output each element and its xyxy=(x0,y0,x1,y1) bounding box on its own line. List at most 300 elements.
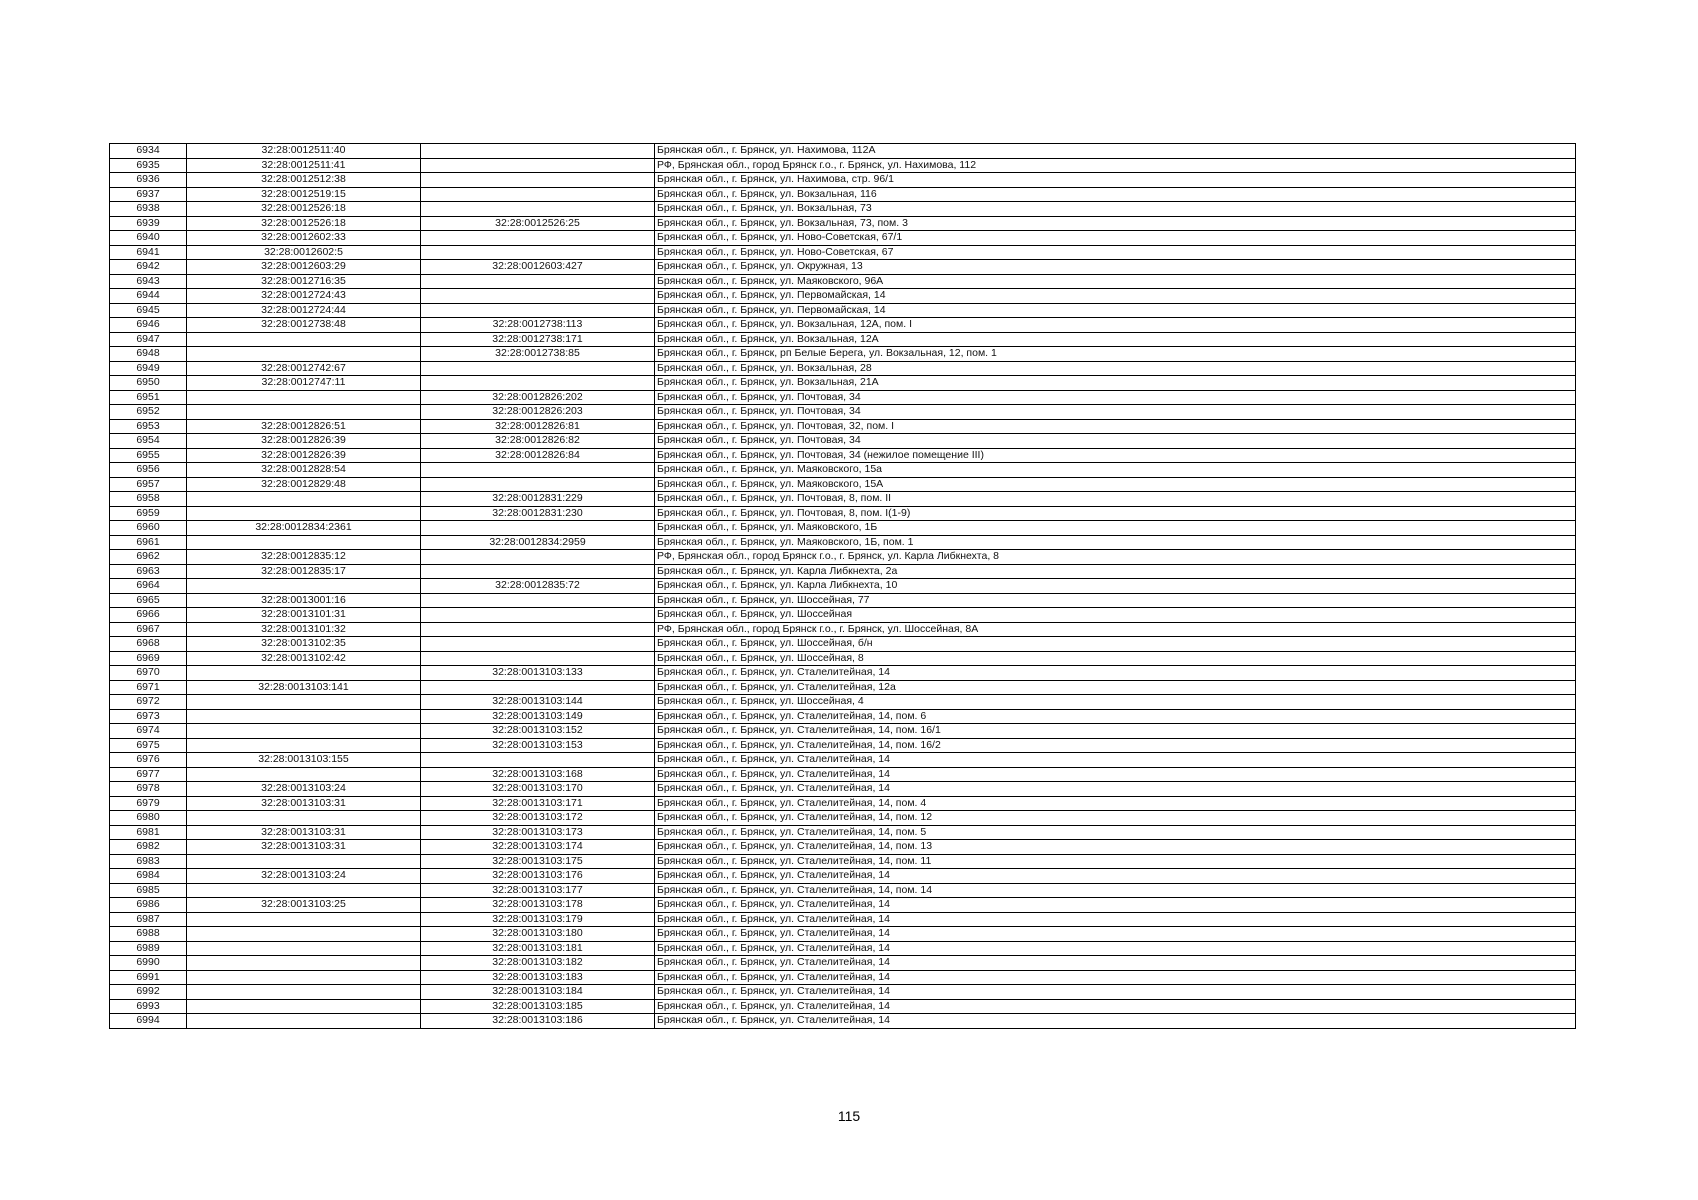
land-cadastral-number-cell: 32:28:0012738:48 xyxy=(187,318,421,333)
row-number-cell: 6959 xyxy=(110,506,187,521)
row-number-cell: 6945 xyxy=(110,303,187,318)
row-number-cell: 6962 xyxy=(110,550,187,565)
row-number-cell: 6994 xyxy=(110,1014,187,1029)
address-cell: Брянская обл., г. Брянск, ул. Сталелитейная, 14, пом. 12 xyxy=(655,811,1576,826)
building-cadastral-number-cell: 32:28:0012826:81 xyxy=(421,419,655,434)
land-cadastral-number-cell xyxy=(187,767,421,782)
building-cadastral-number-cell: 32:28:0012826:82 xyxy=(421,434,655,449)
building-cadastral-number-cell xyxy=(421,477,655,492)
land-cadastral-number-cell: 32:28:0012526:18 xyxy=(187,202,421,217)
row-number-cell: 6968 xyxy=(110,637,187,652)
building-cadastral-number-cell xyxy=(421,753,655,768)
address-cell: Брянская обл., г. Брянск, ул. Сталелитейная, 14 xyxy=(655,666,1576,681)
building-cadastral-number-cell xyxy=(421,158,655,173)
address-cell: Брянская обл., г. Брянск, ул. Сталелитейная, 14, пом. 5 xyxy=(655,825,1576,840)
land-cadastral-number-cell: 32:28:0013102:42 xyxy=(187,651,421,666)
land-cadastral-number-cell: 32:28:0012826:39 xyxy=(187,448,421,463)
table-row xyxy=(110,202,1576,217)
land-cadastral-number-cell: 32:28:0012826:51 xyxy=(187,419,421,434)
address-cell: Брянская обл., г. Брянск, ул. Почтовая, 34 (нежилое помещение III) xyxy=(655,448,1576,463)
table-row xyxy=(110,405,1576,420)
building-cadastral-number-cell xyxy=(421,376,655,391)
land-cadastral-number-cell: 32:28:0012826:39 xyxy=(187,434,421,449)
address-cell: Брянская обл., г. Брянск, ул. Шоссейная, б/н xyxy=(655,637,1576,652)
building-cadastral-number-cell: 32:28:0012835:72 xyxy=(421,579,655,594)
row-number-cell: 6978 xyxy=(110,782,187,797)
table-row xyxy=(110,376,1576,391)
building-cadastral-number-cell: 32:28:0013103:182 xyxy=(421,956,655,971)
table-row xyxy=(110,927,1576,942)
table-row xyxy=(110,550,1576,565)
row-number-cell: 6952 xyxy=(110,405,187,420)
row-number-cell: 6971 xyxy=(110,680,187,695)
table-row xyxy=(110,883,1576,898)
address-cell: Брянская обл., г. Брянск, ул. Сталелитейная, 14 xyxy=(655,753,1576,768)
row-number-cell: 6934 xyxy=(110,144,187,159)
row-number-cell: 6938 xyxy=(110,202,187,217)
land-cadastral-number-cell: 32:28:0013101:32 xyxy=(187,622,421,637)
building-cadastral-number-cell: 32:28:0013103:183 xyxy=(421,970,655,985)
building-cadastral-number-cell: 32:28:0013103:153 xyxy=(421,738,655,753)
address-cell: Брянская обл., г. Брянск, ул. Ново-Советская, 67/1 xyxy=(655,231,1576,246)
address-cell: Брянская обл., г. Брянск, ул. Сталелитейная, 14 xyxy=(655,941,1576,956)
table-row xyxy=(110,753,1576,768)
address-cell: Брянская обл., г. Брянск, ул. Вокзальная, 21А xyxy=(655,376,1576,391)
land-cadastral-number-cell xyxy=(187,535,421,550)
table-row xyxy=(110,1014,1576,1029)
table-row xyxy=(110,419,1576,434)
building-cadastral-number-cell xyxy=(421,463,655,478)
row-number-cell: 6989 xyxy=(110,941,187,956)
row-number-cell: 6975 xyxy=(110,738,187,753)
address-cell: Брянская обл., г. Брянск, ул. Сталелитейная, 14 xyxy=(655,927,1576,942)
table-row xyxy=(110,173,1576,188)
address-cell: Брянская обл., г. Брянск, ул. Нахимова, 112А xyxy=(655,144,1576,159)
building-cadastral-number-cell: 32:28:0012826:202 xyxy=(421,390,655,405)
row-number-cell: 6950 xyxy=(110,376,187,391)
address-cell: Брянская обл., г. Брянск, ул. Маяковского, 15а xyxy=(655,463,1576,478)
address-cell: Брянская обл., г. Брянск, ул. Шоссейная xyxy=(655,608,1576,623)
address-cell: Брянская обл., г. Брянск, ул. Сталелитейная, 14 xyxy=(655,767,1576,782)
table-row xyxy=(110,956,1576,971)
table-row xyxy=(110,564,1576,579)
land-cadastral-number-cell xyxy=(187,724,421,739)
table-row xyxy=(110,390,1576,405)
table-row xyxy=(110,245,1576,260)
address-cell: Брянская обл., г. Брянск, ул. Сталелитейная, 14 xyxy=(655,999,1576,1014)
table-row xyxy=(110,347,1576,362)
table-row xyxy=(110,579,1576,594)
table-row xyxy=(110,608,1576,623)
building-cadastral-number-cell: 32:28:0013103:179 xyxy=(421,912,655,927)
building-cadastral-number-cell: 32:28:0012738:171 xyxy=(421,332,655,347)
land-cadastral-number-cell xyxy=(187,1014,421,1029)
table-row xyxy=(110,303,1576,318)
building-cadastral-number-cell xyxy=(421,637,655,652)
address-cell: Брянская обл., г. Брянск, ул. Окружная, 13 xyxy=(655,260,1576,275)
row-number-cell: 6956 xyxy=(110,463,187,478)
row-number-cell: 6986 xyxy=(110,898,187,913)
row-number-cell: 6944 xyxy=(110,289,187,304)
land-cadastral-number-cell: 32:28:0013101:31 xyxy=(187,608,421,623)
land-cadastral-number-cell: 32:28:0012828:54 xyxy=(187,463,421,478)
land-cadastral-number-cell: 32:28:0012602:5 xyxy=(187,245,421,260)
address-cell: Брянская обл., г. Брянск, ул. Почтовая, 34 xyxy=(655,390,1576,405)
land-cadastral-number-cell: 32:28:0013103:31 xyxy=(187,796,421,811)
row-number-cell: 6958 xyxy=(110,492,187,507)
address-cell: Брянская обл., г. Брянск, ул. Сталелитейная, 14 xyxy=(655,956,1576,971)
land-cadastral-number-cell xyxy=(187,927,421,942)
table-row xyxy=(110,463,1576,478)
table-row xyxy=(110,941,1576,956)
land-cadastral-number-cell: 32:28:0013102:35 xyxy=(187,637,421,652)
row-number-cell: 6988 xyxy=(110,927,187,942)
registry-table-body xyxy=(110,144,1576,1029)
table-row xyxy=(110,187,1576,202)
address-cell: Брянская обл., г. Брянск, ул. Первомайская, 14 xyxy=(655,289,1576,304)
table-row xyxy=(110,999,1576,1014)
table-row xyxy=(110,869,1576,884)
address-cell: Брянская обл., г. Брянск, ул. Сталелитейная, 14, пом. 4 xyxy=(655,796,1576,811)
address-cell: Брянская обл., г. Брянск, ул. Сталелитейная, 14 xyxy=(655,782,1576,797)
land-cadastral-number-cell: 32:28:0012603:29 xyxy=(187,260,421,275)
address-cell: Брянская обл., г. Брянск, ул. Сталелитейная, 14, пом. 13 xyxy=(655,840,1576,855)
land-cadastral-number-cell: 32:28:0012511:40 xyxy=(187,144,421,159)
table-row xyxy=(110,637,1576,652)
address-cell: Брянская обл., г. Брянск, рп Белые Берега, ул. Вокзальная, 12, пом. 1 xyxy=(655,347,1576,362)
row-number-cell: 6963 xyxy=(110,564,187,579)
table-row xyxy=(110,231,1576,246)
address-cell: Брянская обл., г. Брянск, ул. Сталелитейная, 12а xyxy=(655,680,1576,695)
building-cadastral-number-cell: 32:28:0013103:176 xyxy=(421,869,655,884)
table-row xyxy=(110,680,1576,695)
address-cell: Брянская обл., г. Брянск, ул. Нахимова, стр. 96/1 xyxy=(655,173,1576,188)
table-row xyxy=(110,912,1576,927)
table-row xyxy=(110,854,1576,869)
land-cadastral-number-cell xyxy=(187,970,421,985)
page-number: 115 xyxy=(837,1108,861,1124)
address-cell: Брянская обл., г. Брянск, ул. Сталелитейная, 14, пом. 14 xyxy=(655,883,1576,898)
land-cadastral-number-cell xyxy=(187,709,421,724)
row-number-cell: 6942 xyxy=(110,260,187,275)
row-number-cell: 6948 xyxy=(110,347,187,362)
address-cell: Брянская обл., г. Брянск, ул. Сталелитейная, 14, пом. 16/1 xyxy=(655,724,1576,739)
land-cadastral-number-cell: 32:28:0012724:44 xyxy=(187,303,421,318)
table-row xyxy=(110,477,1576,492)
building-cadastral-number-cell: 32:28:0013103:185 xyxy=(421,999,655,1014)
row-number-cell: 6960 xyxy=(110,521,187,536)
land-cadastral-number-cell: 32:28:0012602:33 xyxy=(187,231,421,246)
row-number-cell: 6940 xyxy=(110,231,187,246)
building-cadastral-number-cell: 32:28:0012831:229 xyxy=(421,492,655,507)
row-number-cell: 6946 xyxy=(110,318,187,333)
address-cell: Брянская обл., г. Брянск, ул. Ново-Советская, 67 xyxy=(655,245,1576,260)
land-cadastral-number-cell xyxy=(187,332,421,347)
row-number-cell: 6936 xyxy=(110,173,187,188)
table-row xyxy=(110,506,1576,521)
address-cell: Брянская обл., г. Брянск, ул. Сталелитейная, 14 xyxy=(655,1014,1576,1029)
table-row xyxy=(110,521,1576,536)
address-cell: Брянская обл., г. Брянск, ул. Почтовая, 8, пом. I(1-9) xyxy=(655,506,1576,521)
land-cadastral-number-cell: 32:28:0012526:18 xyxy=(187,216,421,231)
land-cadastral-number-cell: 32:28:0013103:25 xyxy=(187,898,421,913)
building-cadastral-number-cell: 32:28:0012526:25 xyxy=(421,216,655,231)
building-cadastral-number-cell xyxy=(421,202,655,217)
table-row xyxy=(110,840,1576,855)
building-cadastral-number-cell xyxy=(421,651,655,666)
table-row xyxy=(110,361,1576,376)
building-cadastral-number-cell: 32:28:0013103:133 xyxy=(421,666,655,681)
building-cadastral-number-cell: 32:28:0012826:84 xyxy=(421,448,655,463)
address-cell: Брянская обл., г. Брянск, ул. Почтовая, 34 xyxy=(655,434,1576,449)
table-row xyxy=(110,448,1576,463)
row-number-cell: 6991 xyxy=(110,970,187,985)
address-cell: Брянская обл., г. Брянск, ул. Почтовая, 34 xyxy=(655,405,1576,420)
table-row xyxy=(110,274,1576,289)
table-row xyxy=(110,622,1576,637)
land-cadastral-number-cell xyxy=(187,579,421,594)
table-row xyxy=(110,898,1576,913)
land-cadastral-number-cell: 32:28:0012742:67 xyxy=(187,361,421,376)
building-cadastral-number-cell: 32:28:0012826:203 xyxy=(421,405,655,420)
table-row xyxy=(110,724,1576,739)
land-cadastral-number-cell xyxy=(187,492,421,507)
land-cadastral-number-cell xyxy=(187,506,421,521)
building-cadastral-number-cell: 32:28:0013103:177 xyxy=(421,883,655,898)
row-number-cell: 6949 xyxy=(110,361,187,376)
building-cadastral-number-cell: 32:28:0013103:173 xyxy=(421,825,655,840)
building-cadastral-number-cell xyxy=(421,593,655,608)
row-number-cell: 6980 xyxy=(110,811,187,826)
address-cell: Брянская обл., г. Брянск, ул. Сталелитейная, 14, пом. 16/2 xyxy=(655,738,1576,753)
address-cell: Брянская обл., г. Брянск, ул. Карла Либкнехта, 2а xyxy=(655,564,1576,579)
row-number-cell: 6974 xyxy=(110,724,187,739)
building-cadastral-number-cell: 32:28:0013103:184 xyxy=(421,985,655,1000)
table-row xyxy=(110,260,1576,275)
building-cadastral-number-cell: 32:28:0013103:186 xyxy=(421,1014,655,1029)
building-cadastral-number-cell xyxy=(421,144,655,159)
address-cell: Брянская обл., г. Брянск, ул. Вокзальная, 28 xyxy=(655,361,1576,376)
row-number-cell: 6982 xyxy=(110,840,187,855)
building-cadastral-number-cell xyxy=(421,564,655,579)
land-cadastral-number-cell: 32:28:0012834:2361 xyxy=(187,521,421,536)
building-cadastral-number-cell: 32:28:0013103:172 xyxy=(421,811,655,826)
building-cadastral-number-cell: 32:28:0013103:171 xyxy=(421,796,655,811)
address-cell: Брянская обл., г. Брянск, ул. Шоссейная, 4 xyxy=(655,695,1576,710)
table-row xyxy=(110,332,1576,347)
row-number-cell: 6972 xyxy=(110,695,187,710)
table-row xyxy=(110,985,1576,1000)
table-row xyxy=(110,709,1576,724)
building-cadastral-number-cell: 32:28:0013103:181 xyxy=(421,941,655,956)
building-cadastral-number-cell: 32:28:0013103:152 xyxy=(421,724,655,739)
address-cell: РФ, Брянская обл., город Брянск г.о., г. Брянск, ул. Шоссейная, 8А xyxy=(655,622,1576,637)
building-cadastral-number-cell: 32:28:0012834:2959 xyxy=(421,535,655,550)
building-cadastral-number-cell: 32:28:0013103:144 xyxy=(421,695,655,710)
row-number-cell: 6976 xyxy=(110,753,187,768)
land-cadastral-number-cell xyxy=(187,405,421,420)
row-number-cell: 6943 xyxy=(110,274,187,289)
building-cadastral-number-cell: 32:28:0012738:85 xyxy=(421,347,655,362)
table-row xyxy=(110,593,1576,608)
address-cell: Брянская обл., г. Брянск, ул. Сталелитейная, 14 xyxy=(655,970,1576,985)
table-row xyxy=(110,492,1576,507)
building-cadastral-number-cell xyxy=(421,550,655,565)
row-number-cell: 6937 xyxy=(110,187,187,202)
address-cell: Брянская обл., г. Брянск, ул. Сталелитейная, 14 xyxy=(655,985,1576,1000)
row-number-cell: 6953 xyxy=(110,419,187,434)
land-cadastral-number-cell xyxy=(187,883,421,898)
row-number-cell: 6947 xyxy=(110,332,187,347)
address-cell: РФ, Брянская обл., город Брянск г.о., г. Брянск, ул. Нахимова, 112 xyxy=(655,158,1576,173)
address-cell: Брянская обл., г. Брянск, ул. Вокзальная, 12А xyxy=(655,332,1576,347)
row-number-cell: 6935 xyxy=(110,158,187,173)
row-number-cell: 6992 xyxy=(110,985,187,1000)
row-number-cell: 6970 xyxy=(110,666,187,681)
row-number-cell: 6979 xyxy=(110,796,187,811)
table-row xyxy=(110,318,1576,333)
land-cadastral-number-cell: 32:28:0012835:17 xyxy=(187,564,421,579)
table-row xyxy=(110,796,1576,811)
table-row xyxy=(110,158,1576,173)
row-number-cell: 6990 xyxy=(110,956,187,971)
building-cadastral-number-cell xyxy=(421,274,655,289)
building-cadastral-number-cell: 32:28:0012738:113 xyxy=(421,318,655,333)
building-cadastral-number-cell: 32:28:0012831:230 xyxy=(421,506,655,521)
row-number-cell: 6939 xyxy=(110,216,187,231)
address-cell: Брянская обл., г. Брянск, ул. Сталелитейная, 14 xyxy=(655,912,1576,927)
land-cadastral-number-cell xyxy=(187,738,421,753)
land-cadastral-number-cell: 32:28:0013103:155 xyxy=(187,753,421,768)
land-cadastral-number-cell xyxy=(187,390,421,405)
table-row xyxy=(110,144,1576,159)
land-cadastral-number-cell xyxy=(187,695,421,710)
building-cadastral-number-cell: 32:28:0013103:174 xyxy=(421,840,655,855)
land-cadastral-number-cell: 32:28:0012835:12 xyxy=(187,550,421,565)
row-number-cell: 6955 xyxy=(110,448,187,463)
row-number-cell: 6993 xyxy=(110,999,187,1014)
row-number-cell: 6951 xyxy=(110,390,187,405)
building-cadastral-number-cell xyxy=(421,680,655,695)
address-cell: Брянская обл., г. Брянск, ул. Шоссейная, 77 xyxy=(655,593,1576,608)
land-cadastral-number-cell: 32:28:0013103:24 xyxy=(187,782,421,797)
table-row xyxy=(110,289,1576,304)
building-cadastral-number-cell: 32:28:0013103:149 xyxy=(421,709,655,724)
land-cadastral-number-cell xyxy=(187,811,421,826)
address-cell: Брянская обл., г. Брянск, ул. Карла Либкнехта, 10 xyxy=(655,579,1576,594)
address-cell: Брянская обл., г. Брянск, ул. Почтовая, 32, пом. I xyxy=(655,419,1576,434)
address-cell: Брянская обл., г. Брянск, ул. Маяковского, 1Б xyxy=(655,521,1576,536)
building-cadastral-number-cell: 32:28:0013103:170 xyxy=(421,782,655,797)
address-cell: Брянская обл., г. Брянск, ул. Первомайская, 14 xyxy=(655,303,1576,318)
land-cadastral-number-cell xyxy=(187,985,421,1000)
row-number-cell: 6965 xyxy=(110,593,187,608)
row-number-cell: 6973 xyxy=(110,709,187,724)
land-cadastral-number-cell xyxy=(187,956,421,971)
row-number-cell: 6966 xyxy=(110,608,187,623)
building-cadastral-number-cell xyxy=(421,173,655,188)
row-number-cell: 6957 xyxy=(110,477,187,492)
table-row xyxy=(110,434,1576,449)
land-cadastral-number-cell xyxy=(187,347,421,362)
row-number-cell: 6987 xyxy=(110,912,187,927)
row-number-cell: 6977 xyxy=(110,767,187,782)
building-cadastral-number-cell: 32:28:0013103:180 xyxy=(421,927,655,942)
building-cadastral-number-cell xyxy=(421,187,655,202)
building-cadastral-number-cell: 32:28:0013103:168 xyxy=(421,767,655,782)
land-cadastral-number-cell: 32:28:0012512:38 xyxy=(187,173,421,188)
row-number-cell: 6985 xyxy=(110,883,187,898)
building-cadastral-number-cell: 32:28:0013103:178 xyxy=(421,898,655,913)
address-cell: Брянская обл., г. Брянск, ул. Маяковского, 1Б, пом. 1 xyxy=(655,535,1576,550)
address-cell: Брянская обл., г. Брянск, ул. Шоссейная, 8 xyxy=(655,651,1576,666)
address-cell: Брянская обл., г. Брянск, ул. Сталелитейная, 14, пом. 6 xyxy=(655,709,1576,724)
table-row xyxy=(110,535,1576,550)
address-cell: Брянская обл., г. Брянск, ул. Сталелитейная, 14 xyxy=(655,898,1576,913)
building-cadastral-number-cell xyxy=(421,289,655,304)
address-cell: Брянская обл., г. Брянск, ул. Почтовая, 8, пом. II xyxy=(655,492,1576,507)
row-number-cell: 6941 xyxy=(110,245,187,260)
row-number-cell: 6964 xyxy=(110,579,187,594)
land-cadastral-number-cell xyxy=(187,999,421,1014)
building-cadastral-number-cell xyxy=(421,231,655,246)
building-cadastral-number-cell: 32:28:0013103:175 xyxy=(421,854,655,869)
row-number-cell: 6961 xyxy=(110,535,187,550)
building-cadastral-number-cell xyxy=(421,622,655,637)
table-row xyxy=(110,695,1576,710)
table-row xyxy=(110,782,1576,797)
building-cadastral-number-cell xyxy=(421,361,655,376)
table-row xyxy=(110,825,1576,840)
table-row xyxy=(110,216,1576,231)
address-cell: Брянская обл., г. Брянск, ул. Маяковского, 15А xyxy=(655,477,1576,492)
address-cell: Брянская обл., г. Брянск, ул. Вокзальная, 12А, пом. I xyxy=(655,318,1576,333)
row-number-cell: 6967 xyxy=(110,622,187,637)
land-cadastral-number-cell: 32:28:0012716:35 xyxy=(187,274,421,289)
land-cadastral-number-cell: 32:28:0012747:11 xyxy=(187,376,421,391)
table-row xyxy=(110,738,1576,753)
building-cadastral-number-cell xyxy=(421,245,655,260)
table-row xyxy=(110,651,1576,666)
table-row xyxy=(110,811,1576,826)
land-cadastral-number-cell: 32:28:0012829:48 xyxy=(187,477,421,492)
land-cadastral-number-cell: 32:28:0012511:41 xyxy=(187,158,421,173)
land-cadastral-number-cell xyxy=(187,666,421,681)
address-cell: РФ, Брянская обл., город Брянск г.о., г. Брянск, ул. Карла Либкнехта, 8 xyxy=(655,550,1576,565)
address-cell: Брянская обл., г. Брянск, ул. Сталелитейная, 14, пом. 11 xyxy=(655,854,1576,869)
land-cadastral-number-cell: 32:28:0012724:43 xyxy=(187,289,421,304)
land-cadastral-number-cell: 32:28:0013103:141 xyxy=(187,680,421,695)
land-cadastral-number-cell: 32:28:0013001:16 xyxy=(187,593,421,608)
land-cadastral-number-cell: 32:28:0012519:15 xyxy=(187,187,421,202)
table-row xyxy=(110,970,1576,985)
land-cadastral-number-cell xyxy=(187,941,421,956)
table-row xyxy=(110,767,1576,782)
row-number-cell: 6981 xyxy=(110,825,187,840)
land-cadastral-number-cell: 32:28:0013103:24 xyxy=(187,869,421,884)
row-number-cell: 6983 xyxy=(110,854,187,869)
registry-table xyxy=(109,143,1576,1029)
land-cadastral-number-cell: 32:28:0013103:31 xyxy=(187,840,421,855)
building-cadastral-number-cell xyxy=(421,303,655,318)
table-row xyxy=(110,666,1576,681)
building-cadastral-number-cell xyxy=(421,521,655,536)
land-cadastral-number-cell xyxy=(187,854,421,869)
building-cadastral-number-cell xyxy=(421,608,655,623)
land-cadastral-number-cell: 32:28:0013103:31 xyxy=(187,825,421,840)
address-cell: Брянская обл., г. Брянск, ул. Вокзальная, 116 xyxy=(655,187,1576,202)
row-number-cell: 6969 xyxy=(110,651,187,666)
